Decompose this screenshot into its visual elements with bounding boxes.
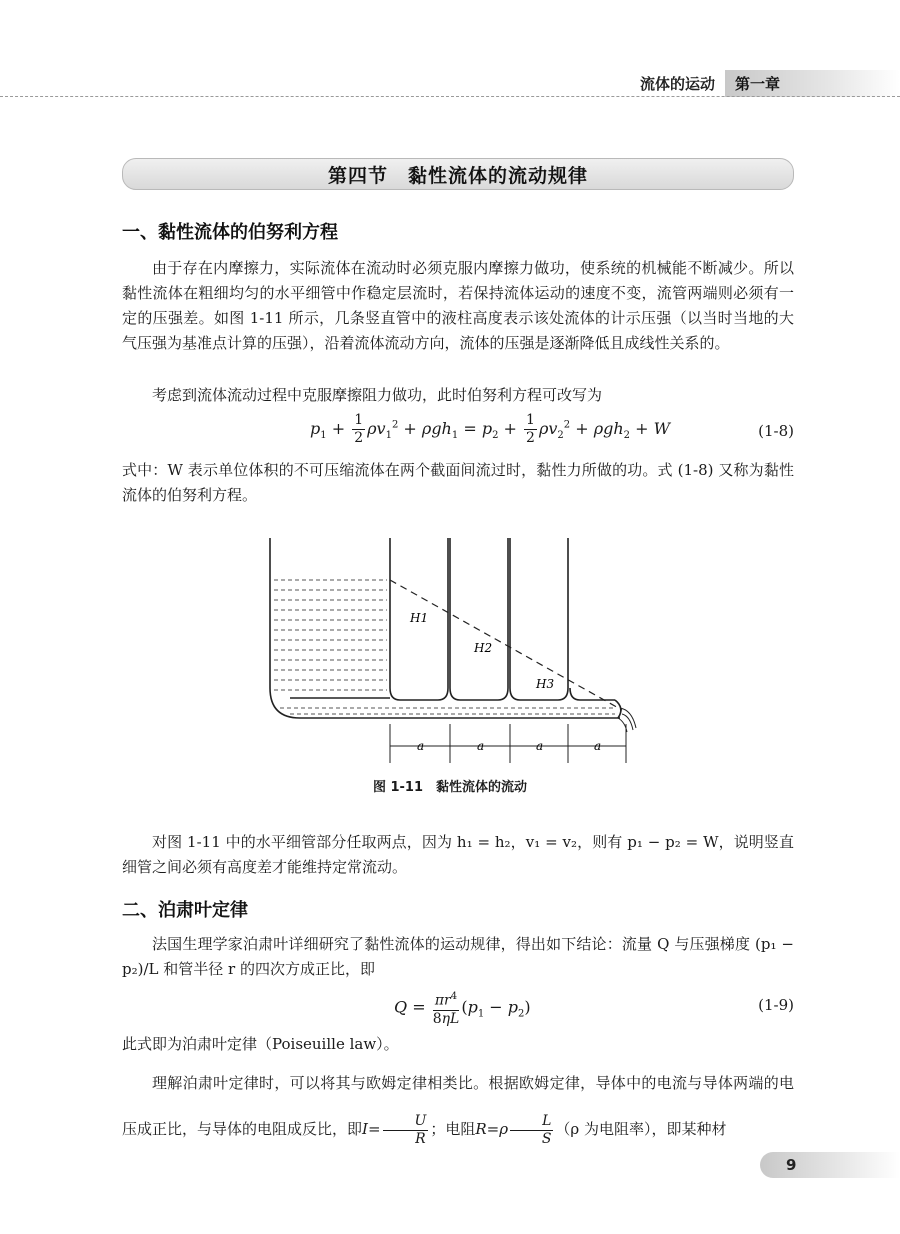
subsection-heading-1: 一、黏性流体的伯努利方程 bbox=[122, 222, 338, 243]
subsection-heading-2: 二、泊肃叶定律 bbox=[122, 900, 248, 921]
paragraph-6: 此式即为泊肃叶定律（Poiseuille law）。 bbox=[122, 1035, 399, 1053]
equation-body: $p_1$ + $\frac{1}{2}$ $\rho v_1^2 + \rho gh_1 = p_2$ + $\frac{1}{2}$ $\rho v_2^2 + \rho gh_2 + W$ bbox=[310, 412, 671, 446]
chapter-name: 流体的运动 bbox=[640, 74, 716, 93]
page-number: 9 bbox=[786, 1156, 797, 1174]
paragraph-7-text-c: （ρ 为电阻率），即某种材 bbox=[555, 1120, 727, 1138]
spacing-label: a bbox=[594, 739, 602, 753]
label-h1: H1 bbox=[410, 611, 429, 625]
spacing-label: a bbox=[417, 739, 425, 753]
paragraph-1: 由于存在内摩擦力，实际流体在流动时必须克服内摩擦力做功，使系统的机械能不断减少。所以黏性流体在粗细均匀的水平细管中作稳定层流时，若保持流体运动的速度不变，流管两端则必须有一定的压强差。如图 1-11 所示，几条竖直管中的液柱高度表示该处流体的计示压强（以当时当地的大气压强为基准点计算的压强），沿着流体流动方向，流体的压强是逐渐降低且成线性关系的。 bbox=[122, 259, 794, 352]
spacing-label: a bbox=[536, 739, 544, 753]
paragraph-4: 对图 1-11 中的水平细管部分任取两点，因为 h₁ = h₂，v₁ = v₂，则有 p₁ − p₂ = W，说明竖直细管之间必须有高度差才能维持定常流动。 bbox=[122, 833, 794, 876]
equation-body: Q = $\frac{\pi r^4}{8\eta L}$ $(p_1 - p_2)$ bbox=[394, 988, 531, 1028]
figure-tank bbox=[270, 538, 621, 718]
running-header bbox=[640, 70, 900, 96]
header-divider bbox=[0, 96, 900, 97]
paragraph-5: 法国生理学家泊肃叶详细研究了黏性流体的运动规律，得出如下结论：流量 Q 与压强梯度 (p₁ − p₂)/L 和管半径 r 的四次方成正比，即 bbox=[122, 935, 794, 978]
paragraph-7-text-a: 理解泊肃叶定律时，可以将其与欧姆定律相类比。根据欧姆定律，导体中的电流与导体两端的电压成正比，与导体的电阻成反比，即 bbox=[122, 1074, 794, 1138]
section-title-banner bbox=[122, 158, 794, 190]
equation-number: (1-8) bbox=[758, 422, 794, 440]
label-h2: H2 bbox=[474, 641, 493, 655]
spacing-label: a bbox=[477, 739, 485, 753]
figure-viscous-flow bbox=[260, 538, 640, 768]
section-title: 第四节 黏性流体的流动规律 bbox=[327, 164, 588, 187]
chapter-label: 第一章 bbox=[725, 70, 900, 97]
dimension-marks bbox=[390, 724, 626, 763]
equation-1-8 bbox=[122, 410, 794, 456]
pressure-gradient-line bbox=[390, 580, 622, 710]
equation-1-9 bbox=[122, 984, 794, 1032]
fluid-hatching bbox=[274, 580, 615, 714]
paragraph-7-text-b: ；电阻 bbox=[430, 1120, 476, 1138]
page-number-tab bbox=[760, 1152, 900, 1178]
paragraph-7: 理解泊肃叶定律时，可以将其与欧姆定律相类比。根据欧姆定律，导体中的电流与导体两端的电压成正比，与导体的电阻成反比，即I= $\frac{U}{R}$ ；电阻R=ρ $\frac{L}{S}$ （ρ 为电阻率），即某种材 bbox=[122, 1074, 794, 1147]
figure-caption: 图 1-11 黏性流体的流动 bbox=[372, 780, 528, 795]
paragraph-2: 考虑到流体流动过程中克服摩擦阻力做功，此时伯努利方程可改写为 bbox=[152, 386, 603, 404]
equation-number: (1-9) bbox=[758, 996, 794, 1014]
label-h3: H3 bbox=[536, 677, 555, 691]
paragraph-3: 式中：W 表示单位体积的不可压缩流体在两个截面间流过时，黏性力所做的功。式 (1-8) 又称为黏性流体的伯努利方程。 bbox=[122, 461, 794, 504]
